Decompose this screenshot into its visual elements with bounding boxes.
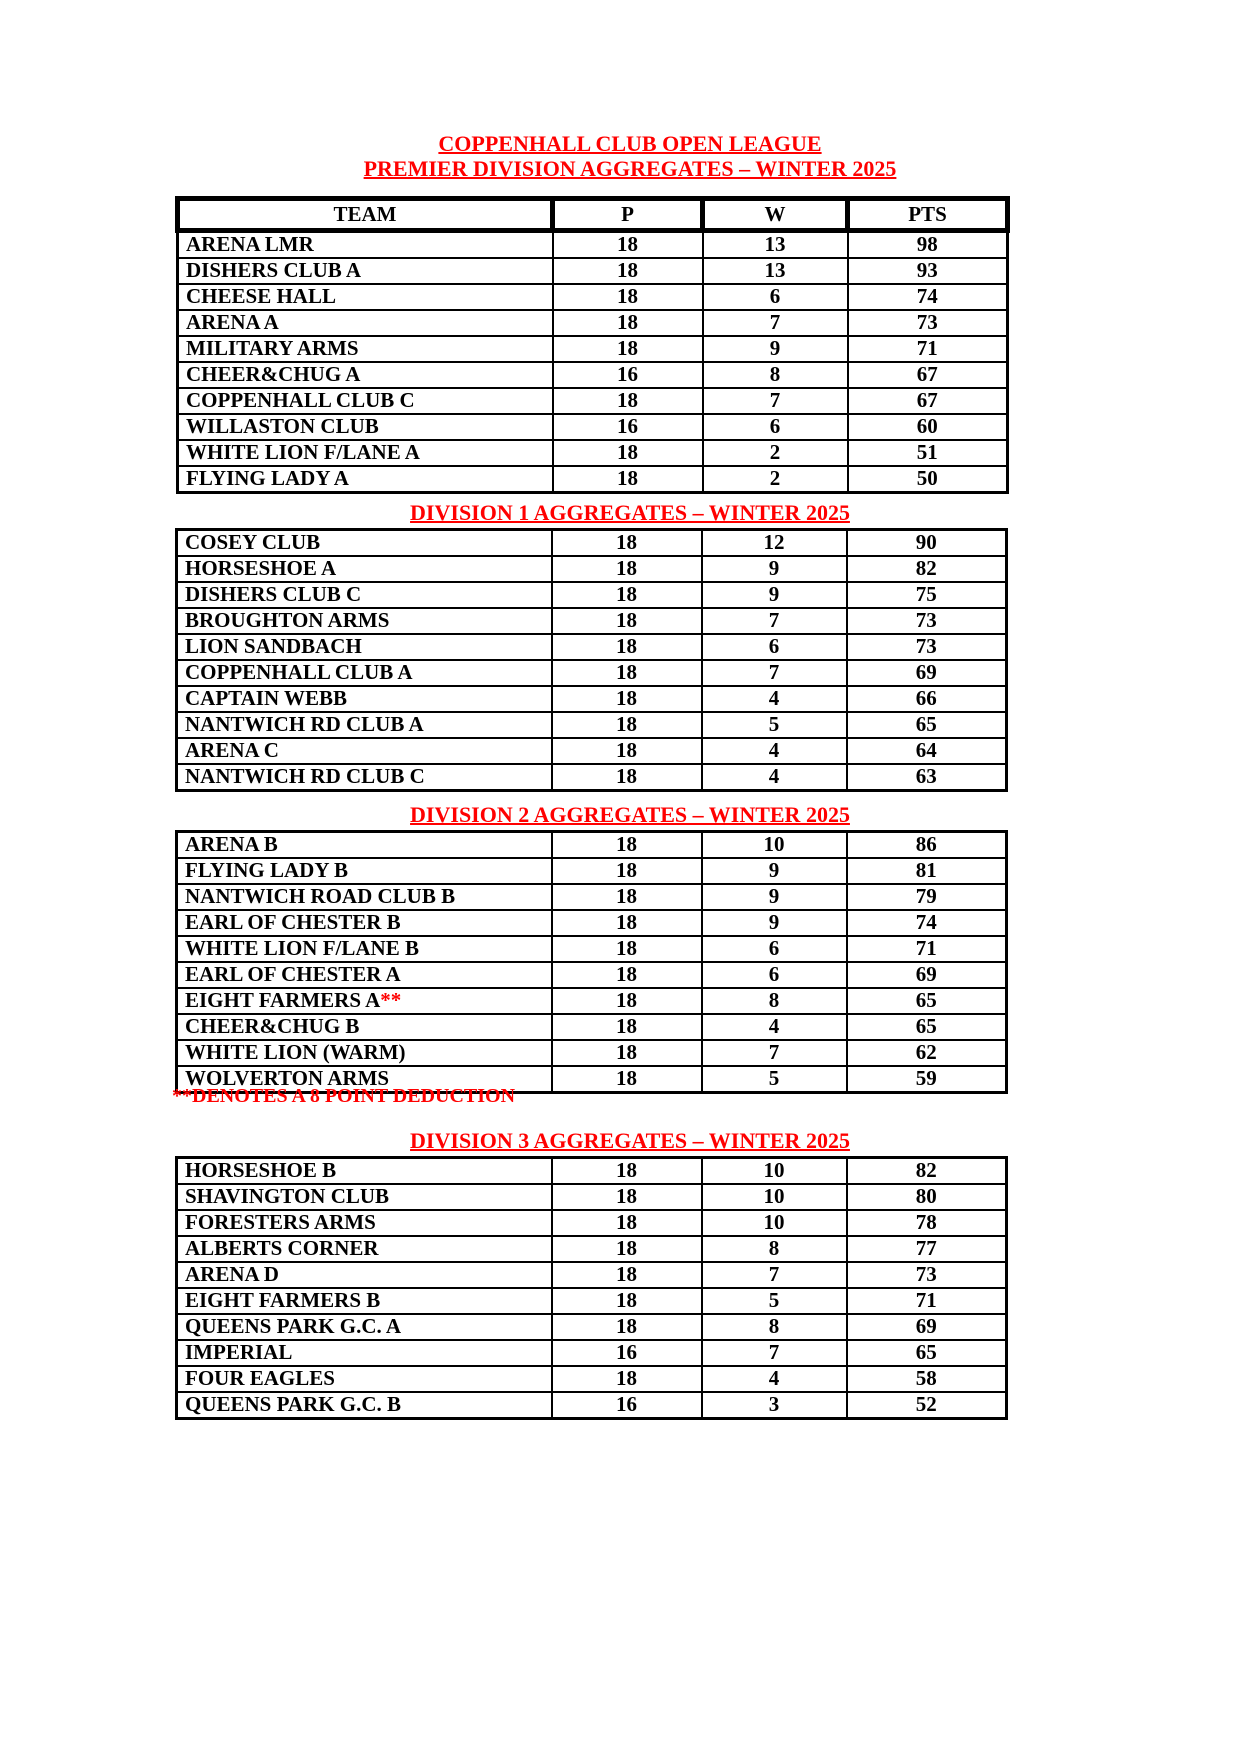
wins-cell: 4	[702, 764, 847, 791]
points-cell: 78	[847, 1210, 1007, 1236]
played-cell: 18	[552, 1288, 702, 1314]
played-cell: 18	[553, 336, 703, 362]
wins-cell: 2	[703, 440, 848, 466]
team-name-cell: QUEENS PARK G.C. A	[177, 1314, 552, 1340]
team-name-cell: DISHERS CLUB A	[178, 258, 553, 284]
points-cell: 64	[847, 738, 1007, 764]
wins-cell: 5	[702, 712, 847, 738]
played-cell: 18	[552, 962, 702, 988]
wins-cell: 13	[703, 258, 848, 284]
table-row	[177, 884, 1007, 910]
division-2-table	[175, 830, 1008, 1094]
team-name-cell: CHEER&CHUG A	[178, 362, 553, 388]
team-name-cell: FLYING LADY B	[177, 858, 552, 884]
division-1-table	[175, 528, 1008, 792]
table-row	[178, 231, 1008, 259]
column-header-team: TEAM	[178, 199, 553, 231]
wins-cell: 4	[702, 1014, 847, 1040]
table-header-row	[178, 199, 1008, 231]
team-name-cell: WHITE LION F/LANE B	[177, 936, 552, 962]
points-cell: 74	[848, 284, 1008, 310]
table-row	[177, 1262, 1007, 1288]
division-2-title: DIVISION 2 AGGREGATES – WINTER 2025	[410, 802, 850, 827]
table-row	[178, 258, 1008, 284]
table-row	[177, 910, 1007, 936]
played-cell: 18	[552, 556, 702, 582]
played-cell: 18	[552, 1262, 702, 1288]
points-cell: 67	[848, 362, 1008, 388]
table-row	[177, 608, 1007, 634]
wins-cell: 3	[702, 1392, 847, 1419]
table-row	[178, 440, 1008, 466]
table-row	[177, 1288, 1007, 1314]
team-name-cell: CHEER&CHUG B	[177, 1014, 552, 1040]
played-cell: 18	[552, 608, 702, 634]
wins-cell: 7	[703, 388, 848, 414]
team-name-cell: FOUR EAGLES	[177, 1366, 552, 1392]
played-cell: 18	[553, 310, 703, 336]
played-cell: 16	[553, 362, 703, 388]
team-name-cell: IMPERIAL	[177, 1340, 552, 1366]
played-cell: 18	[552, 660, 702, 686]
team-name-cell: COSEY CLUB	[177, 530, 552, 557]
team-name-cell: EIGHT FARMERS B	[177, 1288, 552, 1314]
played-cell: 18	[552, 530, 702, 557]
wins-cell: 10	[702, 832, 847, 859]
points-cell: 71	[848, 336, 1008, 362]
table-row	[178, 310, 1008, 336]
table-row	[177, 1014, 1007, 1040]
played-cell: 18	[553, 258, 703, 284]
table-row	[178, 362, 1008, 388]
points-cell: 50	[848, 466, 1008, 493]
points-cell: 66	[847, 686, 1007, 712]
team-name-cell: NANTWICH ROAD CLUB B	[177, 884, 552, 910]
premier-division-table	[175, 196, 1010, 494]
points-cell: 69	[847, 1314, 1007, 1340]
points-cell: 65	[847, 712, 1007, 738]
points-cell: 59	[847, 1066, 1007, 1093]
played-cell: 18	[553, 466, 703, 493]
team-name-cell: CHEESE HALL	[178, 284, 553, 310]
team-name-cell: ARENA LMR	[178, 231, 553, 259]
team-name-cell: ARENA B	[177, 832, 552, 859]
played-cell: 16	[552, 1340, 702, 1366]
played-cell: 18	[552, 1314, 702, 1340]
team-name-cell: WHITE LION (WARM)	[177, 1040, 552, 1066]
points-cell: 65	[847, 1014, 1007, 1040]
points-cell: 82	[847, 556, 1007, 582]
table-row	[177, 764, 1007, 791]
played-cell: 18	[552, 1040, 702, 1066]
points-cell: 69	[847, 962, 1007, 988]
wins-cell: 7	[702, 1340, 847, 1366]
wins-cell: 4	[702, 686, 847, 712]
points-cell: 80	[847, 1184, 1007, 1210]
played-cell: 18	[552, 738, 702, 764]
division-1-title: DIVISION 1 AGGREGATES – WINTER 2025	[410, 500, 850, 525]
deduction-footnote: **DENOTES A 8 POINT DEDUCTION	[172, 1085, 516, 1107]
points-cell: 74	[847, 910, 1007, 936]
division-3-table	[175, 1156, 1008, 1420]
played-cell: 18	[552, 832, 702, 859]
team-name-cell: ARENA C	[177, 738, 552, 764]
wins-cell: 7	[702, 608, 847, 634]
played-cell: 18	[552, 936, 702, 962]
table-row	[178, 284, 1008, 310]
table-row	[177, 936, 1007, 962]
table-row	[177, 832, 1007, 859]
team-name-cell: WILLASTON CLUB	[178, 414, 553, 440]
team-name-cell: SHAVINGTON CLUB	[177, 1184, 552, 1210]
table-row	[178, 414, 1008, 440]
team-name-cell: EIGHT FARMERS A**	[177, 988, 552, 1014]
team-name-cell: WOLVERTON ARMS	[177, 1066, 552, 1093]
team-name-cell: HORSESHOE A	[177, 556, 552, 582]
played-cell: 18	[553, 284, 703, 310]
team-name-cell: COPPENHALL CLUB A	[177, 660, 552, 686]
wins-cell: 10	[702, 1158, 847, 1185]
division-3-title: DIVISION 3 AGGREGATES – WINTER 2025	[410, 1128, 850, 1153]
wins-cell: 9	[702, 910, 847, 936]
points-cell: 52	[847, 1392, 1007, 1419]
points-cell: 79	[847, 884, 1007, 910]
table-row	[177, 530, 1007, 557]
wins-cell: 9	[702, 582, 847, 608]
table-row	[177, 660, 1007, 686]
team-name-cell: ARENA D	[177, 1262, 552, 1288]
wins-cell: 4	[702, 1366, 847, 1392]
table-row	[177, 1184, 1007, 1210]
played-cell: 18	[553, 231, 703, 259]
points-cell: 73	[847, 1262, 1007, 1288]
played-cell: 18	[552, 1366, 702, 1392]
table-row	[178, 466, 1008, 493]
team-name-cell: ALBERTS CORNER	[177, 1236, 552, 1262]
team-name-cell: EARL OF CHESTER A	[177, 962, 552, 988]
table-row	[177, 1366, 1007, 1392]
points-cell: 69	[847, 660, 1007, 686]
wins-cell: 7	[702, 1262, 847, 1288]
wins-cell: 6	[702, 962, 847, 988]
premier-division-title: PREMIER DIVISION AGGREGATES – WINTER 2025	[363, 156, 897, 181]
wins-cell: 2	[703, 466, 848, 493]
points-cell: 77	[847, 1236, 1007, 1262]
played-cell: 18	[552, 634, 702, 660]
played-cell: 18	[552, 764, 702, 791]
table-row	[178, 388, 1008, 414]
table-row	[177, 1236, 1007, 1262]
played-cell: 18	[552, 582, 702, 608]
played-cell: 18	[552, 686, 702, 712]
table-row	[177, 686, 1007, 712]
played-cell: 18	[552, 858, 702, 884]
table-row	[177, 738, 1007, 764]
points-cell: 75	[847, 582, 1007, 608]
table-row	[177, 962, 1007, 988]
points-cell: 93	[848, 258, 1008, 284]
team-name-cell: FORESTERS ARMS	[177, 1210, 552, 1236]
played-cell: 18	[553, 388, 703, 414]
points-cell: 73	[847, 634, 1007, 660]
played-cell: 18	[552, 988, 702, 1014]
played-cell: 18	[552, 910, 702, 936]
points-cell: 71	[847, 1288, 1007, 1314]
wins-cell: 7	[702, 660, 847, 686]
team-name-cell: ARENA A	[178, 310, 553, 336]
table-row	[177, 556, 1007, 582]
table-row	[177, 1040, 1007, 1066]
team-name-cell: BROUGHTON ARMS	[177, 608, 552, 634]
wins-cell: 7	[702, 1040, 847, 1066]
table-row	[177, 1340, 1007, 1366]
played-cell: 18	[552, 1210, 702, 1236]
played-cell: 18	[552, 1014, 702, 1040]
column-header-wins: W	[703, 199, 848, 231]
wins-cell: 6	[702, 634, 847, 660]
table-row	[177, 712, 1007, 738]
points-cell: 73	[848, 310, 1008, 336]
league-title: COPPENHALL CLUB OPEN LEAGUE	[438, 131, 822, 156]
team-name-cell: CAPTAIN WEBB	[177, 686, 552, 712]
wins-cell: 10	[702, 1184, 847, 1210]
team-name-cell: HORSESHOE B	[177, 1158, 552, 1185]
column-header-played: P	[553, 199, 703, 231]
table-row	[177, 634, 1007, 660]
wins-cell: 5	[702, 1288, 847, 1314]
points-cell: 86	[847, 832, 1007, 859]
points-cell: 73	[847, 608, 1007, 634]
points-cell: 60	[848, 414, 1008, 440]
played-cell: 16	[553, 414, 703, 440]
wins-cell: 8	[702, 1236, 847, 1262]
team-name-cell: WHITE LION F/LANE A	[178, 440, 553, 466]
played-cell: 18	[552, 712, 702, 738]
played-cell: 18	[552, 884, 702, 910]
table-row	[177, 988, 1007, 1014]
wins-cell: 7	[703, 310, 848, 336]
points-cell: 62	[847, 1040, 1007, 1066]
points-cell: 63	[847, 764, 1007, 791]
points-cell: 58	[847, 1366, 1007, 1392]
table-row	[177, 1158, 1007, 1185]
team-name-cell: NANTWICH RD CLUB C	[177, 764, 552, 791]
points-cell: 67	[848, 388, 1008, 414]
team-name-cell: MILITARY ARMS	[178, 336, 553, 362]
played-cell: 18	[553, 440, 703, 466]
wins-cell: 9	[702, 556, 847, 582]
team-name-cell: QUEENS PARK G.C. B	[177, 1392, 552, 1419]
wins-cell: 8	[702, 988, 847, 1014]
points-cell: 65	[847, 1340, 1007, 1366]
table-row	[177, 1392, 1007, 1419]
wins-cell: 12	[702, 530, 847, 557]
wins-cell: 9	[702, 858, 847, 884]
wins-cell: 9	[702, 884, 847, 910]
team-name-cell: EARL OF CHESTER B	[177, 910, 552, 936]
team-name-cell: COPPENHALL CLUB C	[178, 388, 553, 414]
wins-cell: 5	[702, 1066, 847, 1093]
table-row	[177, 1314, 1007, 1340]
points-cell: 98	[848, 231, 1008, 259]
column-header-points: PTS	[848, 199, 1008, 231]
points-cell: 81	[847, 858, 1007, 884]
played-cell: 18	[552, 1066, 702, 1093]
played-cell: 18	[552, 1184, 702, 1210]
team-name-cell: FLYING LADY A	[178, 466, 553, 493]
wins-cell: 6	[702, 936, 847, 962]
team-name-cell: DISHERS CLUB C	[177, 582, 552, 608]
wins-cell: 6	[703, 414, 848, 440]
points-cell: 65	[847, 988, 1007, 1014]
played-cell: 18	[552, 1158, 702, 1185]
played-cell: 16	[552, 1392, 702, 1419]
table-row	[177, 1210, 1007, 1236]
wins-cell: 6	[703, 284, 848, 310]
table-row	[177, 582, 1007, 608]
points-cell: 82	[847, 1158, 1007, 1185]
deduction-marker: **	[380, 988, 402, 1012]
points-cell: 71	[847, 936, 1007, 962]
table-row	[177, 858, 1007, 884]
team-name-cell: LION SANDBACH	[177, 634, 552, 660]
wins-cell: 8	[703, 362, 848, 388]
points-cell: 51	[848, 440, 1008, 466]
wins-cell: 13	[703, 231, 848, 259]
points-cell: 90	[847, 530, 1007, 557]
wins-cell: 9	[703, 336, 848, 362]
wins-cell: 4	[702, 738, 847, 764]
wins-cell: 10	[702, 1210, 847, 1236]
wins-cell: 8	[702, 1314, 847, 1340]
played-cell: 18	[552, 1236, 702, 1262]
team-name-cell: NANTWICH RD CLUB A	[177, 712, 552, 738]
table-row	[178, 336, 1008, 362]
